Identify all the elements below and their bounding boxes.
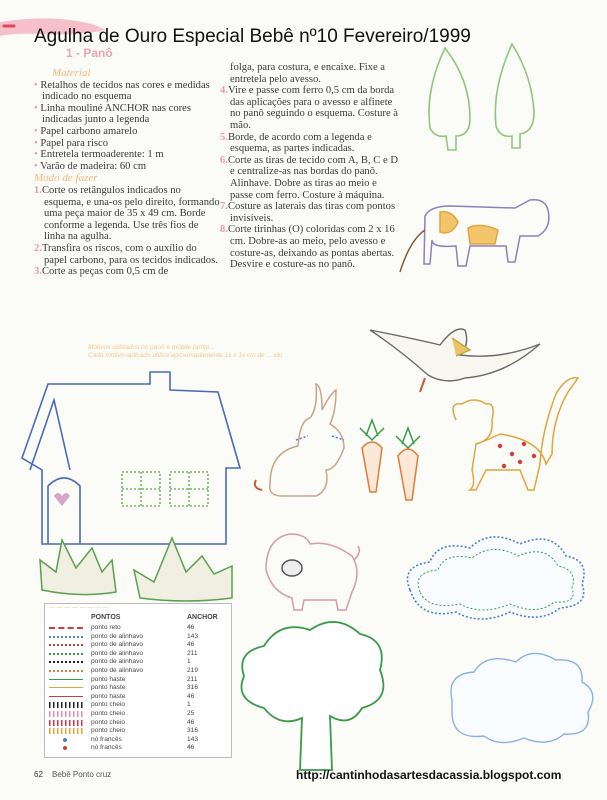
caption-line-2: Cada motivo aplicado utiliza aproximadamente 1x x 1x cm de ... ido (88, 352, 283, 359)
bullet-icon: • (34, 79, 41, 91)
tall-tree-illustration (429, 44, 534, 150)
legend-anchor-code: 46 (187, 744, 195, 752)
round-tree-illustration (242, 622, 384, 770)
rabbit-illustration (255, 384, 344, 496)
step-text: Corte tirinhas (O) coloridas com 2 x 16 cm. Dobre-as ao meio, pelo avesso e costure-as, deixando as pontas abertas. Desvire e costure-as no panô. (227, 224, 395, 271)
stitch-swatch (49, 636, 83, 641)
legend-row (49, 658, 227, 666)
legend-row (49, 701, 227, 709)
step-number: 1 (34, 184, 40, 196)
step-text: Corte os retângulos indicados no esquema, e una-os pelo direito, formando uma peça maior de 35 x 49 cm. Borde conforme a legenda. Use três fios de linha na agulha. (41, 184, 220, 243)
legend-point-name: ponto cheio (91, 718, 126, 726)
stitch-swatch (49, 644, 83, 649)
step-text: Transfira os riscos, com o auxílio do papel carbono, para os tecidos indicados. (41, 242, 218, 266)
caption-line-1: Motivos utilizados no panô e móbile (ampl... (88, 344, 215, 351)
blog-url-link[interactable]: http://cantinhodasartesdacassia.blogspot.com (296, 768, 562, 782)
step-number: 4 (220, 85, 226, 97)
bullet-icon: • (34, 125, 41, 137)
legend-header-anchor: ANCHOR (187, 614, 218, 621)
cloud-illustration (451, 653, 593, 742)
legend-anchor-code: 46 (187, 641, 195, 649)
stitch-swatch (49, 711, 83, 717)
heart-icon (54, 493, 70, 506)
material-text: Retalhos de tecidos nas cores e medidas indicado no esquema (40, 79, 210, 103)
page-number: 62 (34, 770, 43, 779)
legend-row (49, 719, 227, 727)
legend-anchor-code: 46 (187, 718, 195, 726)
legend-point-name: nó francês (91, 744, 122, 752)
step-text: Costure as laterais das tiras com pontos invisíveis. (227, 201, 396, 224)
step-item: 2.Transfira os riscos, com o auxílio do papel carbono, para os tecidos indicados. (34, 242, 218, 266)
legend-anchor-code: 211 (187, 649, 198, 657)
carrot-illustration (360, 420, 420, 500)
bullet-icon: • (34, 137, 41, 149)
legend-row (49, 676, 227, 684)
legend-row (49, 633, 227, 641)
material-text: Entretela termoaderente: 1 m (40, 149, 164, 161)
step-number: 6 (220, 154, 226, 166)
legend-anchor-code: 46 (187, 692, 195, 700)
magazine-name: Bebê Ponto cruz (52, 770, 112, 779)
stitch-swatch (49, 728, 83, 734)
stitch-legend-table (44, 603, 232, 758)
step-text: Borde, de acordo com a legenda e esquema, as partes indicadas. (227, 131, 372, 155)
legend-anchor-code: 316 (187, 727, 199, 735)
material-text: Papel carbono amarelo (40, 125, 138, 137)
legend-point-name: ponto de alinhavo (91, 649, 144, 657)
legend-anchor-code: 25 (187, 710, 195, 717)
grass-bush-illustration (40, 538, 232, 601)
magazine-banner: Agulha de Ouro Especial Bebê nº10 Fevereiro/1999 (34, 26, 471, 47)
stitch-swatch (49, 687, 83, 691)
legend-anchor-code: 1 (187, 658, 191, 666)
material-text: Varão de madeira: 60 cm (40, 160, 147, 172)
step-text: Vire e passe com ferro 0,5 cm da borda das aplicações para o avesso e alfinete no panô seguindo o esquema. Costure à mão. (227, 85, 398, 131)
legend-point-name: ponto cheio (91, 701, 126, 709)
legend-row (49, 693, 227, 701)
step-item: 3.Corte as peças com 0,5 cm de (34, 266, 169, 278)
legend-anchor-code: 211 (187, 675, 198, 683)
legend-point-name: ponto de alinhavo (91, 658, 144, 666)
legend-row (49, 736, 227, 744)
legend-row (49, 727, 227, 735)
stitch-swatch (63, 738, 67, 742)
stitch-swatch (63, 746, 67, 750)
material-heading: Material (52, 67, 91, 79)
material-text: Linha mouliné ANCHOR nas cores indicadas junto a legenda (40, 102, 192, 126)
step-number: 5 (220, 131, 226, 143)
step-item: 6.Corte as tiras de tecido com A, B, C e D e centralize-as nas bordas do panô. Alinhave. Dobre as tiras ao meio e passe com ferro. Costure à máquina. (220, 154, 399, 201)
bullet-icon: • (34, 149, 41, 161)
legend-row (49, 624, 227, 632)
step-text: Corte as tiras de tecido com A, B, C e D e centralize-as nas bordas do panô. Alinhave. Dobre as tiras ao meio e passe com ferro. Costure à máquina. (227, 154, 399, 201)
step-continuation: folga, para costura, e encaixe. Fixe a entretela pelo avesso. (230, 62, 386, 85)
legend-point-name: ponto cheio (91, 727, 126, 735)
pig-illustration (266, 534, 359, 610)
legend-heading-decoration: ― ― ― ― ― ― ― ― (49, 605, 109, 611)
step-item: 1.Corte os retângulos indicados no esquema, e una-os pelo direito, formando uma peça maior de 35 x 49 cm. Borde conforme a legenda. Use três fios de linha na agulha. (34, 184, 220, 243)
legend-row (49, 684, 227, 692)
legend-row (49, 641, 227, 649)
step-number: 7 (220, 201, 226, 213)
stitch-swatch (49, 702, 83, 708)
legend-point-name: ponto reto (91, 624, 121, 631)
project-title: 1 - Panô (66, 46, 113, 60)
legend-point-name: ponto de alinhavo (91, 667, 144, 674)
bird-illustration (370, 329, 540, 392)
step-item: 4.Vire e passe com ferro 0,5 cm da borda das aplicações para o avesso e alfinete no panô seguindo o esquema. Costure à mão. (220, 85, 398, 131)
bullet-icon: • (34, 102, 41, 114)
legend-anchor-code: 143 (187, 735, 199, 743)
cat-illustration (453, 378, 578, 490)
legend-row (49, 744, 227, 752)
stitch-swatch (49, 661, 83, 666)
legend-point-name: ponto de alinhavo (91, 632, 144, 640)
step-number: 8 (220, 224, 226, 236)
bullet-icon: • (34, 160, 41, 172)
stitch-swatch (49, 670, 83, 675)
cow-illustration (400, 200, 549, 272)
legend-point-name: ponto cheio (91, 710, 126, 717)
legend-anchor-code: 46 (187, 624, 195, 631)
stitch-swatch (49, 627, 83, 632)
step-text: Corte as peças com 0,5 cm de (41, 266, 169, 278)
stitch-swatch (49, 720, 83, 726)
stitch-swatch (49, 696, 83, 700)
step-item: 8.Corte tirinhas (O) coloridas com 2 x 16 cm. Dobre-as ao meio, pelo avesso e costure-as, deixando as pontas abertas. Desvire e costure-as no panô. (220, 224, 395, 271)
material-text: Papel para risco (40, 137, 109, 149)
legend-point-name: ponto haste (91, 692, 126, 700)
legend-row (49, 667, 227, 675)
legend-point-name: ponto haste (91, 675, 126, 683)
step-item: 5.Borde, de acordo com a legenda e esquema, as partes indicadas. (220, 131, 372, 155)
method-heading: Modo de fazer (34, 172, 98, 185)
legend-point-name: nó francês (91, 735, 122, 743)
legend-row (49, 710, 227, 718)
house-illustration (22, 372, 240, 544)
legend-anchor-code: 1 (187, 701, 191, 709)
step-item: 7.Costure as laterais das tiras com pontos invisíveis. (220, 201, 396, 224)
legend-anchor-code: 316 (187, 684, 199, 692)
legend-header-points: PONTOS (91, 614, 121, 621)
step-number: 2 (34, 242, 40, 254)
stitch-swatch (49, 679, 83, 683)
legend-row (49, 650, 227, 658)
step-number: 3 (34, 266, 40, 278)
legend-anchor-code: 143 (187, 632, 199, 640)
legend-point-name: ponto de alinhavo (91, 641, 144, 649)
legend-point-name: ponto haste (91, 684, 126, 692)
legend-anchor-code: 219 (187, 667, 199, 674)
stitch-swatch (49, 653, 83, 658)
